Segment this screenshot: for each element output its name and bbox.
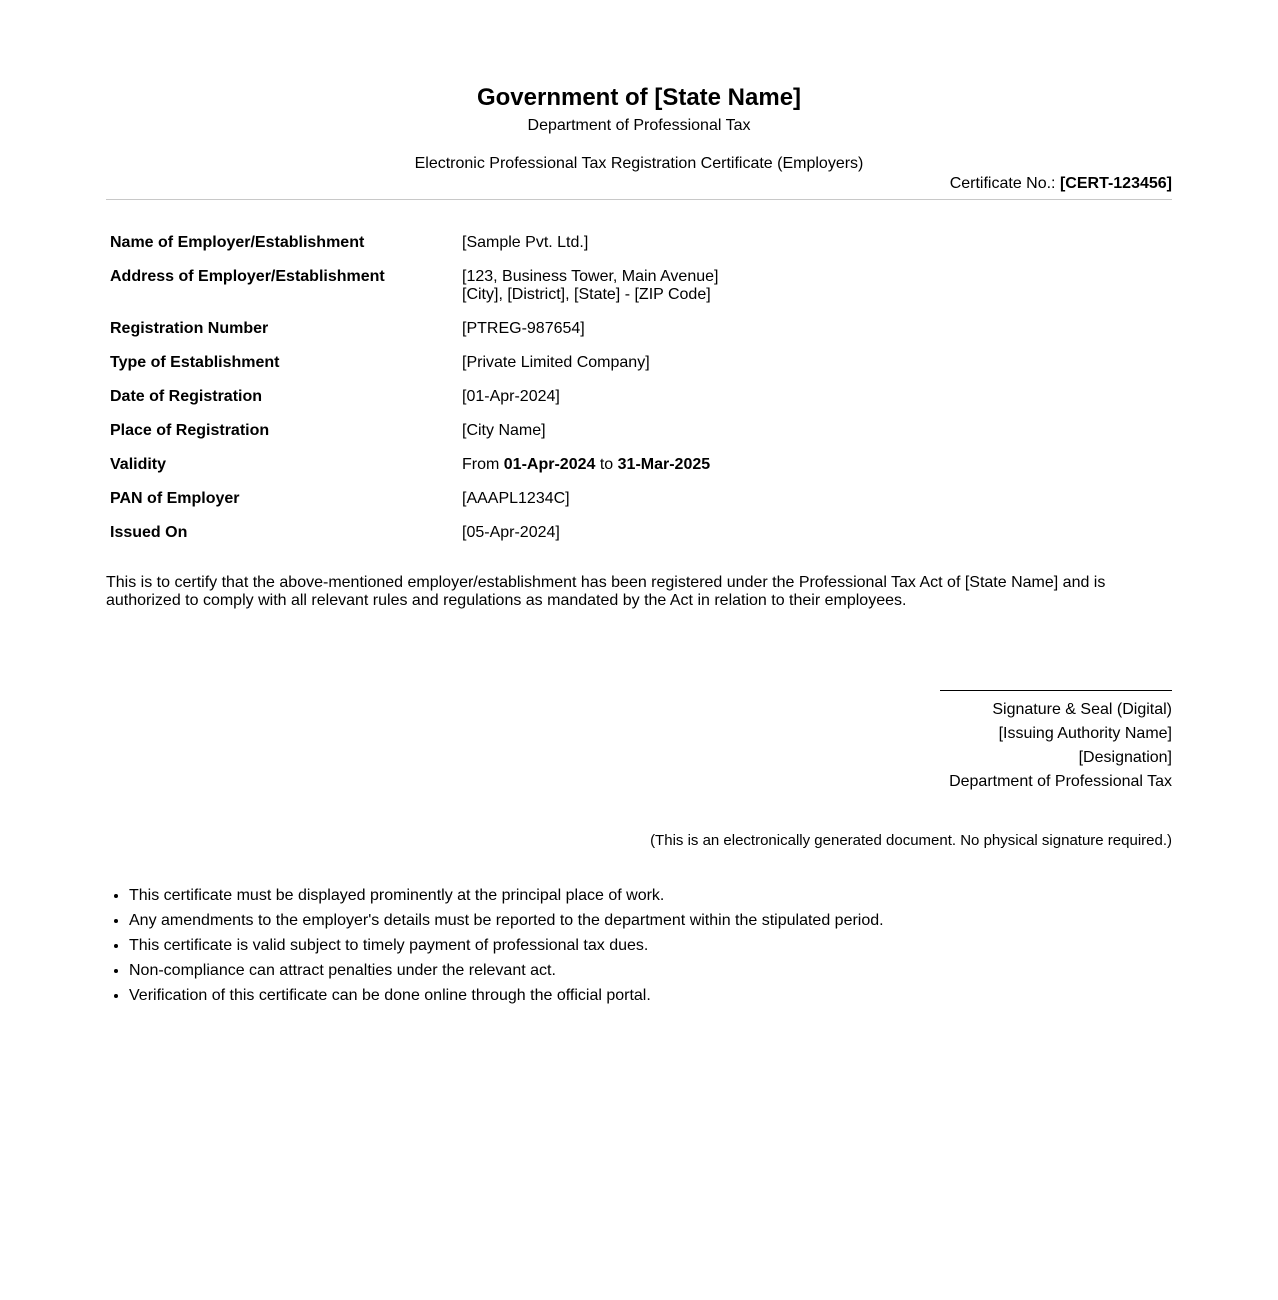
detail-label: Name of Employer/Establishment	[110, 234, 365, 251]
table-row	[106, 490, 1172, 524]
address-line-2: [City], [District], [State] - [ZIP Code]	[462, 286, 711, 303]
page-title: Government of [State Name]	[476, 84, 802, 111]
designation: [Designation]	[1078, 749, 1172, 766]
list-item: • This certificate is valid subject to timely payment of professional tax dues.	[129, 933, 1172, 958]
issuing-authority: [Issuing Authority Name]	[998, 725, 1172, 742]
detail-label: Place of Registration	[110, 422, 270, 439]
certificate-number-value: [CERT-123456]	[1059, 175, 1172, 192]
table-row	[106, 388, 1172, 422]
validity-value	[458, 456, 1172, 490]
detail-label: Validity	[110, 456, 167, 473]
certificate-number	[106, 174, 1172, 200]
detail-value: [05-Apr-2024]	[462, 524, 560, 541]
list-item: • Verification of this certificate can be done online through the official portal.	[129, 983, 1172, 1008]
detail-value	[458, 268, 1172, 320]
validity-from-date: 01-Apr-2024	[503, 456, 596, 473]
detail-label: Date of Registration	[110, 388, 263, 405]
certificate-page	[106, 0, 1172, 1008]
list-item: • This certificate must be displayed prominently at the principal place of work.	[129, 883, 1172, 908]
certificate-header	[106, 84, 1172, 174]
certificate-number-label: Certificate No.:	[949, 175, 1056, 192]
table-row	[106, 524, 1172, 558]
signature-block	[106, 678, 1172, 794]
detail-label: Registration Number	[110, 320, 269, 337]
list-item: • Any amendments to the employer's details must be reported to the department within the stipulated period.	[129, 908, 1172, 933]
validity-to-text: to	[599, 456, 614, 473]
certificate-type: Electronic Professional Tax Registration Certificate (Employers)	[414, 155, 864, 172]
table-row	[106, 354, 1172, 388]
detail-label: Type of Establishment	[110, 354, 280, 371]
validity-from-text: From	[462, 456, 500, 473]
detail-label: Issued On	[110, 524, 188, 541]
detail-value: [01-Apr-2024]	[462, 388, 560, 405]
validity-to-date: 31-Mar-2025	[617, 456, 711, 473]
table-row	[106, 320, 1172, 354]
certification-statement: This is to certify that the above-mentioned employer/establishment has been registered under the Professional Tax Act of [State Name] and is authorized to comply with all relevant rules and regulations as mandated by the Act in relation to their employees.	[106, 574, 1106, 609]
notes-list	[106, 883, 1172, 1008]
detail-value: [Sample Pvt. Ltd.]	[462, 234, 589, 251]
department-name: Department of Professional Tax	[527, 117, 751, 134]
signature-seal: Signature & Seal (Digital)	[992, 701, 1172, 718]
table-row	[106, 422, 1172, 456]
table-row	[106, 234, 1172, 268]
electronic-document-note: (This is an electronically generated document. No physical signature required.)	[650, 832, 1172, 849]
address-line-1: [123, Business Tower, Main Avenue]	[462, 268, 719, 285]
detail-value: [Private Limited Company]	[462, 354, 650, 371]
table-row	[106, 456, 1172, 490]
signature-line	[940, 690, 1172, 691]
detail-label: PAN of Employer	[110, 490, 240, 507]
detail-label: Address of Employer/Establishment	[110, 268, 385, 285]
signature-department: Department of Professional Tax	[949, 773, 1172, 790]
details-table	[106, 234, 1172, 558]
list-item: • Non-compliance can attract penalties under the relevant act.	[129, 958, 1172, 983]
detail-value: [City Name]	[462, 422, 546, 439]
detail-value: [AAAPL1234C]	[462, 490, 570, 507]
table-row	[106, 268, 1172, 320]
detail-value: [PTREG-987654]	[462, 320, 585, 337]
